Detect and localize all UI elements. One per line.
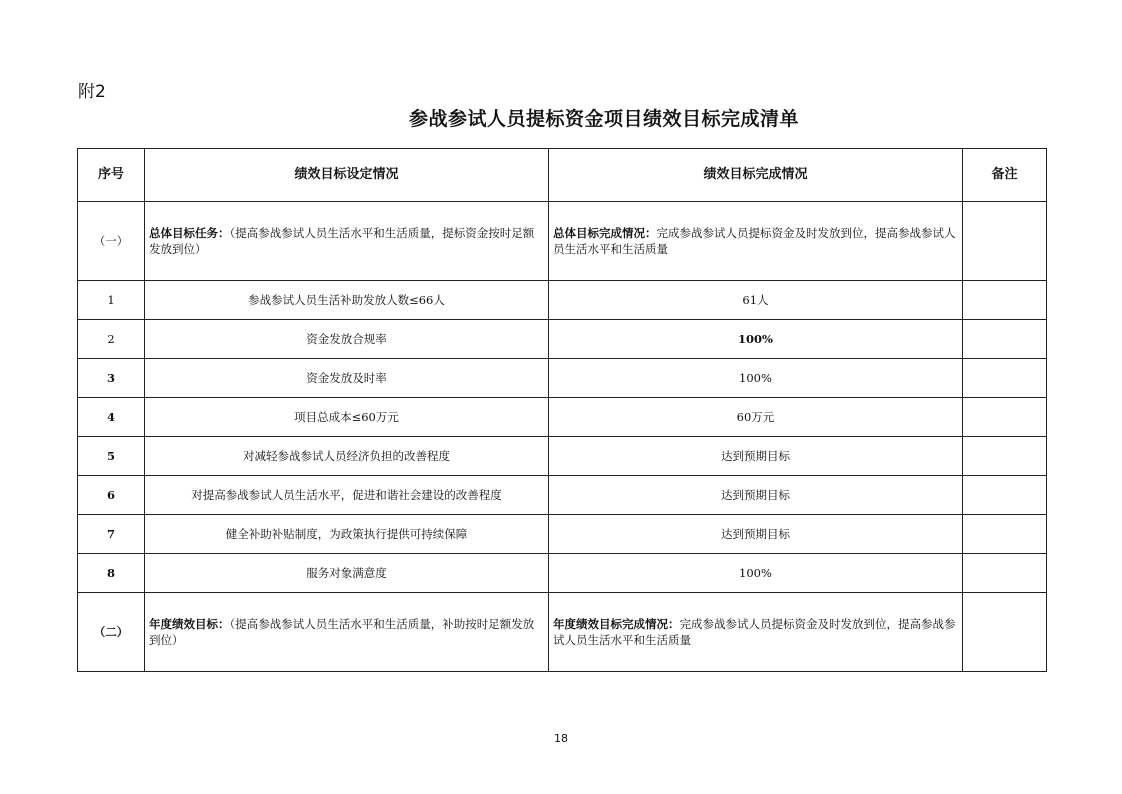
document-title: 参战参试人员提标资金项目绩效目标完成清单 — [408, 108, 799, 130]
target-cell: 资金发放合规率 — [145, 320, 549, 359]
table-row — [78, 398, 1047, 437]
overall-target-cell — [145, 202, 549, 281]
table-row — [78, 437, 1047, 476]
header-note: 备注 — [963, 149, 1047, 202]
annual-target-cell — [145, 593, 549, 672]
annual-target-text: （提高参战参试人员生活水平和生活质量，补助按时足额发放到位） — [149, 617, 535, 647]
overall-target-prefix: 总体目标任务： — [149, 226, 230, 240]
target-cell: 对减轻参战参试人员经济负担的改善程度 — [145, 437, 549, 476]
completion-cell: 100% — [549, 554, 963, 593]
summary-row-annual — [78, 593, 1047, 672]
row-index: 5 — [78, 437, 145, 476]
row-index: 6 — [78, 476, 145, 515]
note-cell — [963, 437, 1047, 476]
annual-completion-prefix: 年度绩效目标完成情况： — [553, 617, 680, 631]
note-cell — [963, 593, 1047, 672]
table-row — [78, 359, 1047, 398]
completion-cell: 达到预期目标 — [549, 515, 963, 554]
note-cell — [963, 359, 1047, 398]
completion-cell: 达到预期目标 — [549, 437, 963, 476]
row-index: 3 — [78, 359, 145, 398]
overall-completion-cell — [549, 202, 963, 281]
row-index: 1 — [78, 281, 145, 320]
row-index: 4 — [78, 398, 145, 437]
overall-completion-text: 完成参战参试人员提标资金及时发放到位，提高参战参试人员生活水平和生活质量 — [553, 226, 956, 256]
table-row — [78, 320, 1047, 359]
target-cell: 对提高参战参试人员生活水平，促进和谐社会建设的改善程度 — [145, 476, 549, 515]
note-cell — [963, 398, 1047, 437]
target-cell: 项目总成本≤60万元 — [145, 398, 549, 437]
overall-completion-prefix: 总体目标完成情况： — [553, 226, 657, 240]
table-row — [78, 554, 1047, 593]
table-row — [78, 281, 1047, 320]
note-cell — [963, 202, 1047, 281]
note-cell — [963, 476, 1047, 515]
overall-target-text: （提高参战参试人员生活水平和生活质量，提标资金按时足额发放到位） — [149, 226, 535, 256]
completion-cell: 100% — [549, 359, 963, 398]
note-cell — [963, 320, 1047, 359]
target-cell: 服务对象满意度 — [145, 554, 549, 593]
row-index: 2 — [78, 320, 145, 359]
annual-completion-text: 完成参战参试人员提标资金及时发放到位，提高参战参试人员生活水平和生活质量 — [553, 617, 956, 647]
row-index: 8 — [78, 554, 145, 593]
note-cell — [963, 281, 1047, 320]
row-index: 7 — [78, 515, 145, 554]
note-cell — [963, 515, 1047, 554]
annual-completion-cell — [549, 593, 963, 672]
completion-cell: 60万元 — [549, 398, 963, 437]
page-number: 18 — [554, 732, 568, 745]
header-target: 绩效目标设定情况 — [145, 149, 549, 202]
table-row — [78, 515, 1047, 554]
target-cell: 健全补助补贴制度，为政策执行提供可持续保障 — [145, 515, 549, 554]
table-header-row — [78, 149, 1047, 202]
target-cell: 参战参试人员生活补助发放人数≤66人 — [145, 281, 549, 320]
summary-row-overall — [78, 202, 1047, 281]
row-index: （一） — [78, 202, 145, 281]
note-cell — [963, 554, 1047, 593]
target-cell: 资金发放及时率 — [145, 359, 549, 398]
annual-target-prefix: 年度绩效目标： — [149, 617, 230, 631]
completion-cell: 61人 — [549, 281, 963, 320]
table-row — [78, 476, 1047, 515]
performance-table — [77, 148, 1047, 672]
header-completion: 绩效目标完成情况 — [549, 149, 963, 202]
completion-cell: 100% — [549, 320, 963, 359]
row-index: （二） — [78, 593, 145, 672]
header-index: 序号 — [78, 149, 145, 202]
attachment-label: 附2 — [78, 82, 106, 102]
completion-cell: 达到预期目标 — [549, 476, 963, 515]
